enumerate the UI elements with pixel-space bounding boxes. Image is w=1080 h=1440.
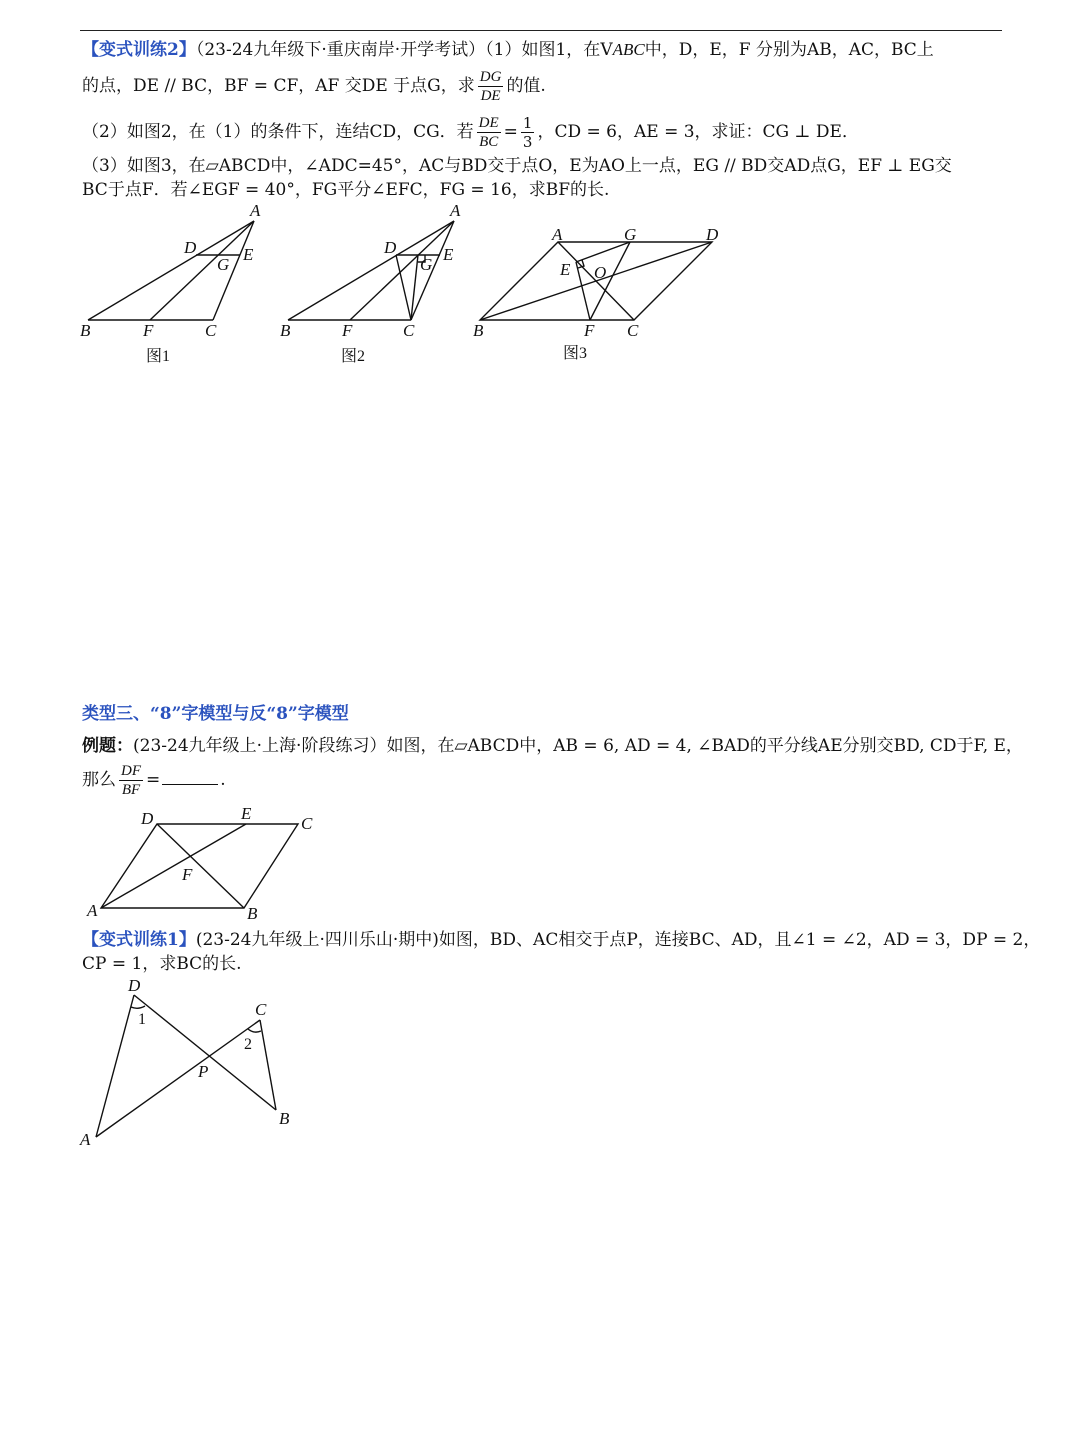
fig1-label-c: C bbox=[205, 321, 217, 340]
problem1-text1: (23-24九年级上·四川乐山·期中)如图，BD、AC相交于点P，连接BC、AD，且∠1 = ∠2，AD = 3，DP = 2， bbox=[195, 930, 1041, 950]
problem2-part1-b: 中， bbox=[644, 40, 679, 60]
triangle-name: ABC bbox=[612, 40, 645, 59]
fig2-label-f: F bbox=[342, 321, 353, 340]
fig1-label-g: G bbox=[217, 255, 230, 274]
fig3-segment-ef bbox=[576, 262, 590, 320]
problem1-figure-shapes bbox=[96, 995, 276, 1137]
fig3-label-a: A bbox=[552, 225, 563, 244]
example-label-a: A bbox=[87, 901, 98, 920]
problem2-line2-a: 的点，DE // BC，BF = CF，AF 交DE 于点G，求 bbox=[82, 76, 475, 96]
problem2-part1-a: （1）如图1，在 bbox=[485, 40, 601, 60]
answer-blank[interactable] bbox=[162, 770, 218, 785]
example-label-c: C bbox=[301, 814, 313, 833]
answer-denominator: BF bbox=[121, 782, 141, 798]
fig2-label-c: C bbox=[403, 321, 415, 340]
fig1-label-e: E bbox=[243, 245, 254, 264]
fig3-label-d: D bbox=[706, 225, 719, 244]
p1-label-a: A bbox=[80, 1130, 91, 1149]
problem2-line2-b: 的值. bbox=[506, 76, 546, 96]
fig2-side-ac bbox=[411, 221, 454, 320]
p1-segment-ac bbox=[96, 1020, 260, 1137]
fig3-label-c: C bbox=[627, 321, 639, 340]
fig3-label-f: F bbox=[584, 321, 595, 340]
fig2-label-e: E bbox=[443, 245, 454, 264]
example-label-e: E bbox=[241, 804, 252, 823]
p1-segment-da bbox=[96, 995, 134, 1137]
problem2-source: （23-24九年级下·重庆南岸·开学考试） bbox=[195, 40, 486, 60]
answer-end: . bbox=[220, 770, 226, 790]
fig3-label-g: G bbox=[624, 225, 637, 244]
example-figure-shapes bbox=[101, 824, 298, 908]
answer-fraction bbox=[119, 762, 143, 799]
fig2-segment-af bbox=[350, 221, 454, 320]
fig2-label-d: D bbox=[384, 238, 397, 257]
ratio-numerator: DG bbox=[479, 69, 502, 85]
fig1-label-b: B bbox=[80, 321, 91, 340]
one-third-denominator: 3 bbox=[522, 133, 533, 151]
p1-label-p: P bbox=[198, 1062, 209, 1081]
example-line2-a: 那么 bbox=[82, 770, 116, 790]
fig3-label-o: O bbox=[594, 263, 607, 282]
triangle-symbol: V bbox=[600, 40, 613, 60]
problem1-tag: 【变式训练1】 bbox=[82, 930, 196, 950]
fig1-label-f: F bbox=[143, 321, 154, 340]
example-bisector-ae bbox=[101, 824, 246, 908]
fig2-label-g: G bbox=[420, 255, 433, 274]
p1-angle-1-arc bbox=[131, 1006, 145, 1008]
problem2-part2-a: （2）如图2，在（1）的条件下，连结CD，CG．若 bbox=[82, 122, 474, 142]
example-text: (23-24九年级上·上海·阶段练习）如图，在▱ABCD中，AB = 6, AD = 4, ∠BAD的平分线AE分别交BD, CD于F, E， bbox=[133, 736, 1023, 756]
p1-label-c: C bbox=[255, 1000, 267, 1019]
problem2-part3-line1: （3）如图3，在▱ABCD中，∠ADC=45°，AC与BD交于点O，E为AO上一点，EG // BD交AD点G，EF ⊥ EG交 bbox=[82, 156, 952, 176]
p1-label-d: D bbox=[128, 976, 141, 995]
section3-heading: 类型三、“8”字模型与反“8”字模型 bbox=[82, 704, 349, 724]
fig1-label-a: A bbox=[250, 201, 261, 220]
fig2-label-b: B bbox=[280, 321, 291, 340]
fig1-caption: 图1 bbox=[146, 348, 171, 365]
example-label-d: D bbox=[141, 809, 154, 828]
example-line1 bbox=[82, 734, 1023, 758]
example-line2 bbox=[82, 758, 226, 802]
answer-numerator: DF bbox=[121, 763, 141, 779]
p1-angle-2-arc bbox=[248, 1029, 261, 1032]
problem1-line2: CP = 1，求BC的长. bbox=[82, 954, 242, 974]
example-diagonal-bd bbox=[157, 824, 244, 908]
problem1-line1 bbox=[82, 928, 1040, 952]
fig3-caption: 图3 bbox=[563, 345, 588, 362]
ratio-denominator: DE bbox=[480, 88, 501, 104]
fig2-caption: 图2 bbox=[341, 348, 366, 365]
answer-eq: = bbox=[146, 770, 161, 790]
p1-segment-cb bbox=[260, 1020, 276, 1110]
problem2-part3-line2: BC于点F．若∠EGF = 40°，FG平分∠EFC，FG = 16，求BF的长. bbox=[82, 180, 610, 200]
condition-eq: = bbox=[503, 122, 518, 142]
fig1-segment-af bbox=[150, 221, 254, 320]
p1-label-b: B bbox=[279, 1109, 290, 1128]
one-third-numerator: 1 bbox=[522, 114, 533, 132]
problem2-part2-b: ，CD = 6，AE = 3，求证：CG ⊥ DE． bbox=[537, 122, 859, 142]
condition-numerator: DE bbox=[478, 115, 499, 131]
p1-label-angle1: 1 bbox=[138, 1011, 146, 1028]
example-label: 例题： bbox=[82, 736, 133, 756]
p1-label-angle2: 2 bbox=[244, 1036, 252, 1053]
condition-denominator: BC bbox=[479, 134, 499, 150]
fig2-label-a: A bbox=[450, 201, 461, 220]
fig3-label-b: B bbox=[473, 321, 484, 340]
fig3-label-e: E bbox=[560, 260, 571, 279]
fig1-label-d: D bbox=[184, 238, 197, 257]
problem2-line1-rest: D，E，F 分别为AB，AC，BC上 bbox=[678, 40, 934, 60]
problem2-tag: 【变式训练2】 bbox=[82, 40, 196, 60]
example-label-b: B bbox=[247, 904, 258, 923]
example-label-f: F bbox=[182, 865, 193, 884]
